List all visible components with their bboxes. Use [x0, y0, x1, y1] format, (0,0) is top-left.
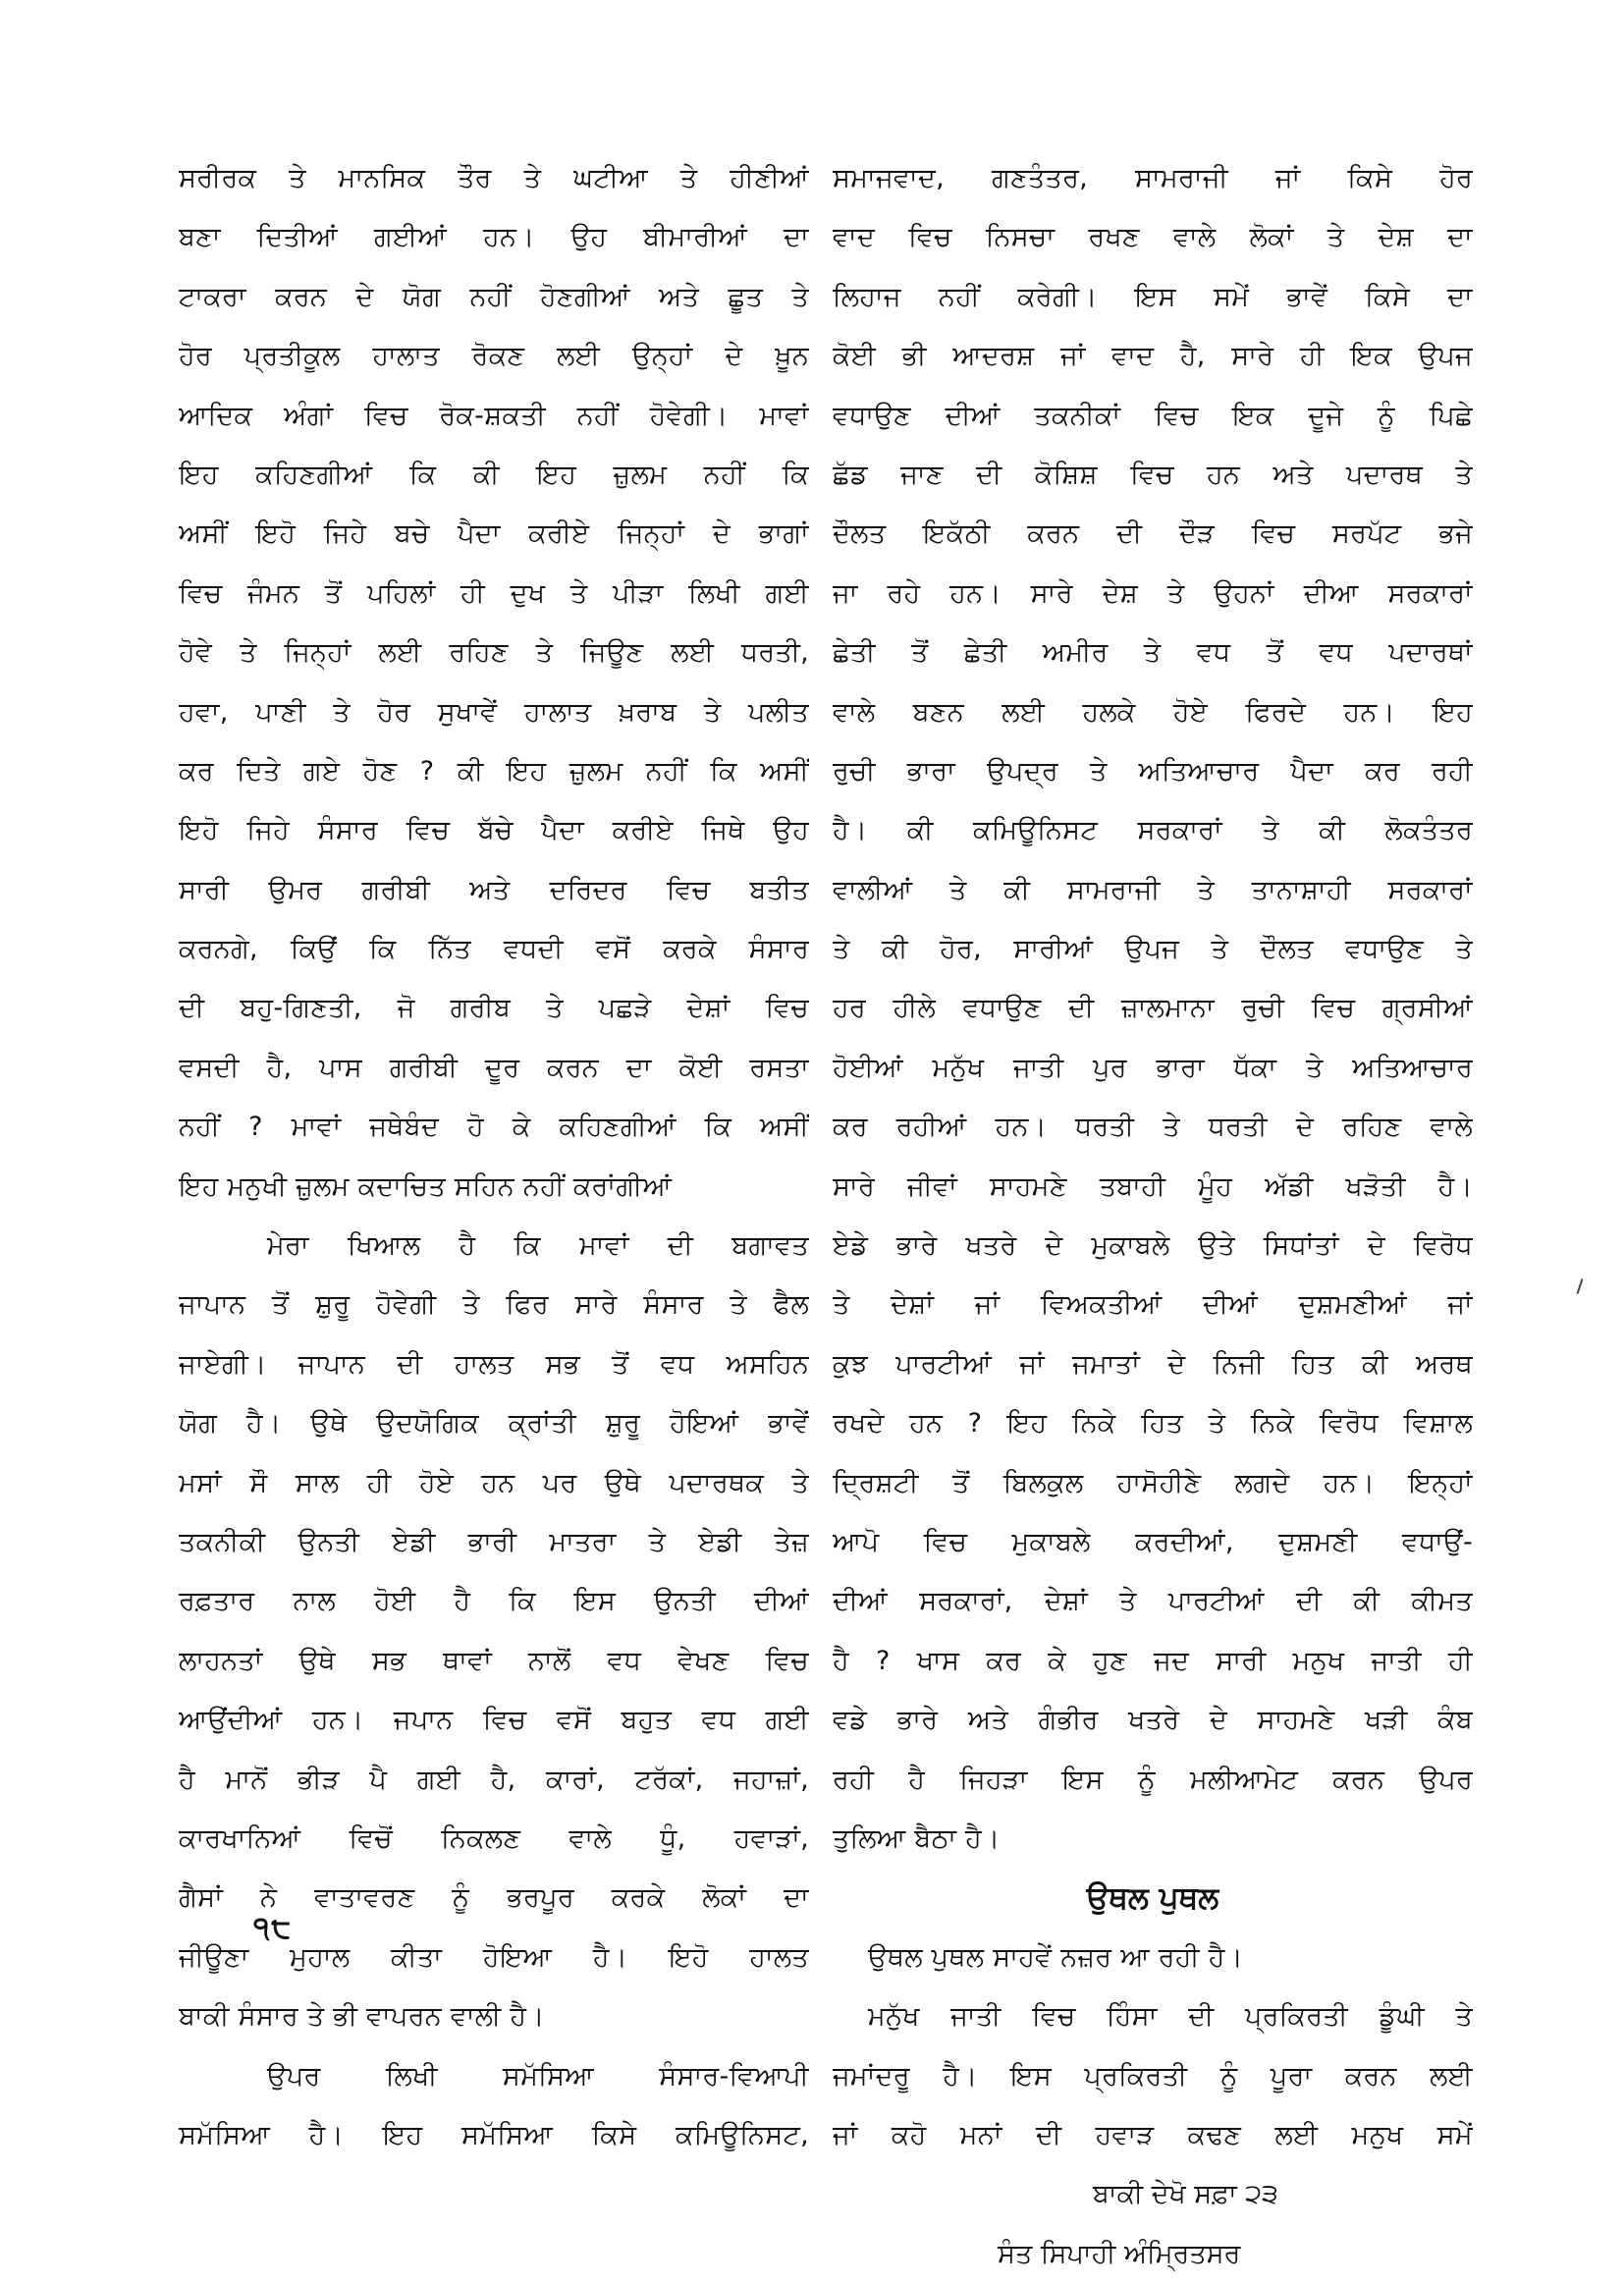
text-line: ਕੁਝ ਪਾਰਟੀਆਂ ਜਾਂ ਜਮਾਤਾਂ ਦੇ ਨਿਜੀ ਹਿਤ ਕੀ ਅਰਥ	[833, 1348, 1473, 1380]
text-line: ਕਰਨਗੇ, ਕਿਉਂ ਕਿ ਨਿੱਤ ਵਧਦੀ ਵਸੋਂ ਕਰਕੇ ਸੰਸਾਰ	[179, 934, 809, 965]
text-line: ਸਮੱਸਿਆ ਹੈ। ਇਹ ਸਮੱਸਿਆ ਕਿਸੇ ਕਮਿਊਨਿਸਟ,	[179, 2119, 809, 2150]
text-line: ਜਾਏਗੀ। ਜਾਪਾਨ ਦੀ ਹਾਲਤ ਸਭ ਤੋਂ ਵਧ ਅਸਹਿਨ	[179, 1348, 809, 1380]
page-number: ੧੮	[253, 1911, 294, 1945]
text-line: ਵਡੇ ਭਾਰੇ ਅਤੇ ਗੰਭੀਰ ਖਤਰੇ ਦੇ ਸਾਹਮਣੇ ਖੜੀ ਕੰਬ	[833, 1705, 1473, 1736]
text-line: ਆਪੋ ਵਿਚ ਮੁਕਾਬਲੇ ਕਰਦੀਆਂ, ਦੁਸ਼ਮਣੀ ਵਧਾਉਂ-	[833, 1526, 1473, 1557]
text-line: ਲਾਹਨਤਾਂ ਉਥੇ ਸਭ ਥਾਵਾਂ ਨਾਲੋਂ ਵਧ ਵੇਖਣ ਵਿਚ	[179, 1645, 809, 1676]
text-line: ਆਦਿਕ ਅੰਗਾਂ ਵਿਚ ਰੋਕ-ਸ਼ਕਤੀ ਨਹੀਂ ਹੋਵੇਗੀ। ਮਾਵਾਂ	[179, 400, 809, 431]
text-line: ਕਰ ਰਹੀਆਂ ਹਨ। ਧਰਤੀ ਤੇ ਧਰਤੀ ਦੇ ਰਹਿਣ ਵਾਲੇ	[833, 1112, 1473, 1143]
text-line: ਸਾਰੀ ਉਮਰ ਗਰੀਬੀ ਅਤੇ ਦਰਿਦਰ ਵਿਚ ਬਤੀਤ	[179, 874, 809, 905]
text-line: ਹੋਰ ਪ੍ਰਤੀਕੂਲ ਹਾਲਾਤ ਰੋਕਣ ਲਈ ਉਨ੍ਹਾਂ ਦੇ ਖ਼ੂਨ	[179, 341, 809, 372]
text-line: ਵਾਲੇ ਬਣਨ ਲਈ ਹਲਕੇ ਹੋਏ ਫਿਰਦੇ ਹਨ। ਇਹ	[833, 696, 1473, 728]
text-line: ਹੈ ? ਖਾਸ ਕਰ ਕੇ ਹੁਣ ਜਦ ਸਾਰੀ ਮਨੁਖ ਜਾਤੀ ਹੀ	[833, 1645, 1473, 1676]
text-line: ਛੱਡ ਜਾਣ ਦੀ ਕੋਸ਼ਿਸ਼ ਵਿਚ ਹਨ ਅਤੇ ਪਦਾਰਥ ਤੇ	[833, 459, 1473, 490]
text-line: ਤਕਨੀਕੀ ਉਨਤੀ ਏਡੀ ਭਾਰੀ ਮਾਤਰਾ ਤੇ ਏਡੀ ਤੇਜ਼	[179, 1526, 809, 1557]
text-line: ਦੀਆਂ ਸਰਕਾਰਾਂ, ਦੇਸ਼ਾਂ ਤੇ ਪਾਰਟੀਆਂ ਦੀ ਕੀ ਕੀਮਤ	[833, 1586, 1473, 1617]
text-line: ਹੋਈਆਂ ਮਨੁੱਖ ਜਾਤੀ ਪੁਰ ਭਾਰਾ ਧੱਕਾ ਤੇ ਅਤਿਆਚਾਰ	[833, 1052, 1473, 1083]
paragraph-start-line: ਮੇਰਾ ਖਿਆਲ ਹੈ ਕਿ ਮਾਵਾਂ ਦੀ ਬਗਾਵਤ	[267, 1230, 809, 1262]
text-line: ਕਰ ਦਿਤੇ ਗਏ ਹੋਣ ? ਕੀ ਇਹ ਜ਼ੁਲਮ ਨਹੀਂ ਕਿ ਅਸੀਂ	[179, 755, 809, 787]
continuation-note: ਬਾਕੀ ਦੇਖੋ ਸਫ਼ਾ ੨੩	[1093, 2179, 1278, 2210]
text-line: ਹੈ। ਕੀ ਕਮਿਊਨਿਸਟ ਸਰਕਾਰਾਂ ਤੇ ਕੀ ਲੋਕਤੰਤਰ	[833, 815, 1473, 846]
text-line: ਇਹ ਕਹਿਣਗੀਆਂ ਕਿ ਕੀ ਇਹ ਜ਼ੁਲਮ ਨਹੀਂ ਕਿ	[179, 459, 809, 490]
text-line: ਟਾਕਰਾ ਕਰਨ ਦੇ ਯੋਗ ਨਹੀਂ ਹੋਣਗੀਆਂ ਅਤੇ ਛੂਤ ਤੇ	[179, 281, 809, 312]
right-column	[833, 149, 1473, 2284]
text-line: ਹਰ ਹੀਲੇ ਵਧਾਉਣ ਦੀ ਜ਼ਾਲਮਾਨਾ ਰੁਚੀ ਵਿਚ ਗ੍ਰਸੀਆਂ	[833, 993, 1473, 1024]
text-line: ਇਹੋ ਜਿਹੇ ਸੰਸਾਰ ਵਿਚ ਬੱਚੇ ਪੈਦਾ ਕਰੀਏ ਜਿਥੇ ਉਹ	[179, 815, 809, 846]
text-line: ਬਣਾ ਦਿਤੀਆਂ ਗਈਆਂ ਹਨ। ਉਹ ਬੀਮਾਰੀਆਂ ਦਾ	[179, 222, 809, 253]
text-line: ਦ੍ਰਿਸ਼ਟੀ ਤੋਂ ਬਿਲਕੁਲ ਹਾਸੋਹੀਣੇ ਲਗਦੇ ਹਨ। ਇਨ੍ਹਾਂ	[833, 1467, 1473, 1498]
text-line: ਹੋਵੇ ਤੇ ਜਿਨ੍ਹਾਂ ਲਈ ਰਹਿਣ ਤੇ ਜਿਊਣ ਲਈ ਧਰਤੀ,	[179, 637, 809, 669]
publication-credit: ਸੰਤ ਸਿਪਾਹੀ ਅੰਮ੍ਰਿਤਸਰ	[998, 2238, 1241, 2269]
text-line: ਰਖਦੇ ਹਨ ? ਇਹ ਨਿਕੇ ਹਿਤ ਤੇ ਨਿਕੇ ਵਿਰੋਧ ਵਿਸ਼ਾਲ	[833, 1408, 1473, 1440]
text-line: ਜੀਊਣਾ ਮੁਹਾਲ ਕੀਤਾ ਹੋਇਆ ਹੈ। ਇਹੋ ਹਾਲਤ	[179, 1941, 809, 1973]
text-line: ਰਫ਼ਤਾਰ ਨਾਲ ਹੋਈ ਹੈ ਕਿ ਇਸ ਉਨਤੀ ਦੀਆਂ	[179, 1586, 809, 1617]
text-line: ਵਸਦੀ ਹੈ, ਪਾਸ ਗਰੀਬੀ ਦੂਰ ਕਰਨ ਦਾ ਕੋਈ ਰਸਤਾ	[179, 1052, 809, 1083]
text-line: ਵਾਦ ਵਿਚ ਨਿਸਚਾ ਰਖਣ ਵਾਲੇ ਲੋਕਾਂ ਤੇ ਦੇਸ਼ ਦਾ	[833, 222, 1473, 253]
text-line: ਤੇ ਦੇਸ਼ਾਂ ਜਾਂ ਵਿਅਕਤੀਆਂ ਦੀਆਂ ਦੁਸ਼ਮਣੀਆਂ ਜਾਂ	[833, 1289, 1473, 1321]
text-line: ਏਡੇ ਭਾਰੇ ਖਤਰੇ ਦੇ ਮੁਕਾਬਲੇ ਉਤੇ ਸਿਧਾਂਤਾਂ ਦੇ ਵਿਰੋਧ	[833, 1230, 1473, 1262]
text-line: ਕੋਈ ਭੀ ਆਦਰਸ਼ ਜਾਂ ਵਾਦ ਹੈ, ਸਾਰੇ ਹੀ ਇਕ ਉਪਜ	[833, 341, 1473, 372]
text-line: ਇਹ ਮਨੁਖੀ ਜ਼ੁਲਮ ਕਦਾਚਿਤ ਸਹਿਨ ਨਹੀਂ ਕਰਾਂਗੀਆਂ	[179, 1170, 673, 1202]
paragraph-start-line: ਉਥਲ ਪੁਥਲ ਸਾਹਵੇਂ ਨਜ਼ਰ ਆ ਰਹੀ ਹੈ।	[868, 1941, 1244, 1973]
text-line: ਲਿਹਾਜ ਨਹੀਂ ਕਰੇਗੀ। ਇਸ ਸਮੇਂ ਭਾਵੇਂ ਕਿਸੇ ਦਾ	[833, 281, 1473, 312]
text-line: ਜਾ ਰਹੇ ਹਨ। ਸਾਰੇ ਦੇਸ਼ ਤੇ ਉਹਨਾਂ ਦੀਆ ਸਰਕਾਰਾਂ	[833, 577, 1473, 609]
text-line: ਰੁਚੀ ਭਾਰਾ ਉਪਦ੍ਰ ਤੇ ਅਤਿਆਚਾਰ ਪੈਦਾ ਕਰ ਰਹੀ	[833, 755, 1473, 787]
paragraph-start-line: ਉਪਰ ਲਿਖੀ ਸਮੱਸਿਆ ਸੰਸਾਰ-ਵਿਆਪੀ	[267, 2060, 809, 2092]
text-line: ਯੋਗ ਹੈ। ਉਥੇ ਉਦਯੋਗਿਕ ਕ੍ਰਾਂਤੀ ਸ਼ੁਰੂ ਹੋਇਆਂ ਭਾਵੇਂ	[179, 1408, 809, 1440]
text-line: ਤੇ ਕੀ ਹੋਰ, ਸਾਰੀਆਂ ਉਪਜ ਤੇ ਦੌਲਤ ਵਧਾਉਣ ਤੇ	[833, 934, 1473, 965]
text-line: ਕਾਰਖਾਨਿਆਂ ਵਿਚੋਂ ਨਿਕਲਣ ਵਾਲੇ ਧੂੰ, ਹਵਾੜਾਂ,	[179, 1822, 809, 1854]
section-heading: ਉਥਲ ਪੁਥਲ	[1086, 1880, 1219, 1917]
text-line: ਦੌਲਤ ਇਕੱਠੀ ਕਰਨ ਦੀ ਦੌੜ ਵਿਚ ਸਰਪੱਟ ਭਜੇ	[833, 518, 1473, 550]
text-line: ਵਾਲੀਆਂ ਤੇ ਕੀ ਸਾਮਰਾਜੀ ਤੇ ਤਾਨਾਸ਼ਾਹੀ ਸਰਕਾਰਾਂ	[833, 874, 1473, 905]
text-line: ਹਵਾ, ਪਾਣੀ ਤੇ ਹੋਰ ਸੁਖਾਵੇਂ ਹਾਲਾਤ ਖ਼ਰਾਬ ਤੇ ਪਲੀਤ	[179, 696, 809, 728]
text-line: ਰਹੀ ਹੈ ਜਿਹੜਾ ਇਸ ਨੂੰ ਮਲੀਆਮੇਟ ਕਰਨ ਉਪਰ	[833, 1764, 1473, 1795]
text-line: ਸਰੀਰਕ ਤੇ ਮਾਨਸਿਕ ਤੌਰ ਤੇ ਘਟੀਆ ਤੇ ਹੀਣੀਆਂ	[179, 163, 809, 193]
paragraph-start-line: ਮਨੁੱਖ ਜਾਤੀ ਵਿਚ ਹਿੰਸਾ ਦੀ ਪ੍ਰਕਿਰਤੀ ਡੂੰਘੀ ਤੇ	[868, 2001, 1473, 2033]
text-line: ਆਉਂਦੀਆਂ ਹਨ। ਜਪਾਨ ਵਿਚ ਵਸੋਂ ਬਹੁਤ ਵਧ ਗਈ	[179, 1705, 809, 1736]
text-line: ਜਾਪਾਨ ਤੋਂ ਸ਼ੁਰੂ ਹੋਵੇਗੀ ਤੇ ਫਿਰ ਸਾਰੇ ਸੰਸਾਰ ਤੇ ਫੈਲ	[179, 1289, 809, 1321]
text-line: ਵਿਚ ਜੰਮਨ ਤੋਂ ਪਹਿਲਾਂ ਹੀ ਦੁਖ ਤੇ ਪੀੜਾ ਲਿਖੀ ਗਈ	[179, 577, 809, 609]
text-line: ਬਾਕੀ ਸੰਸਾਰ ਤੇ ਭੀ ਵਾਪਰਨ ਵਾਲੀ ਹੈ।	[179, 2001, 545, 2033]
text-line: ਦੀ ਬਹੁ-ਗਿਣਤੀ, ਜੋ ਗਰੀਬ ਤੇ ਪਛੜੇ ਦੇਸ਼ਾਂ ਵਿਚ	[179, 993, 809, 1024]
text-line: ਵਧਾਉਣ ਦੀਆਂ ਤਕਨੀਕਾਂ ਵਿਚ ਇਕ ਦੂਜੇ ਨੂੰ ਪਿਛੇ	[833, 400, 1473, 431]
text-line: ਨਹੀਂ ? ਮਾਵਾਂ ਜਥੇਬੰਦ ਹੋ ਕੇ ਕਹਿਣਗੀਆਂ ਕਿ ਅਸੀਂ	[179, 1112, 809, 1143]
text-line: ਜਮਾਂਦਰੂ ਹੈ। ਇਸ ਪ੍ਰਕਿਰਤੀ ਨੂੰ ਪੂਰਾ ਕਰਨ ਲਈ	[833, 2060, 1473, 2092]
text-line: ਮਸਾਂ ਸੌ ਸਾਲ ਹੀ ਹੋਏ ਹਨ ਪਰ ਉਥੇ ਪਦਾਰਥਕ ਤੇ	[179, 1467, 809, 1498]
text-line: ਛੇਤੀ ਤੋਂ ਛੇਤੀ ਅਮੀਰ ਤੇ ਵਧ ਤੋਂ ਵਧ ਪਦਾਰਥਾਂ	[833, 637, 1473, 669]
left-column	[179, 149, 809, 2165]
text-line: ਹੈ ਮਾਨੋਂ ਭੀੜ ਪੈ ਗਈ ਹੈ, ਕਾਰਾਂ, ਟਰੱਕਾਂ, ਜਹਾਜ਼ਾਂ,	[179, 1764, 809, 1795]
text-line: ਤੁਲਿਆ ਬੈਠਾ ਹੈ।	[833, 1822, 1001, 1854]
text-line: ਜਾਂ ਕਹੋ ਮਨਾਂ ਦੀ ਹਵਾੜ ਕਢਣ ਲਈ ਮਨੁਖ ਸਮੇਂ	[833, 2119, 1473, 2150]
text-line: ਸਮਾਜਵਾਦ, ਗਣਤੰਤਰ, ਸਾਮਰਾਜੀ ਜਾਂ ਕਿਸੇ ਹੋਰ	[833, 163, 1473, 193]
text-line: ਅਸੀਂ ਇਹੋ ਜਿਹੇ ਬਚੇ ਪੈਦਾ ਕਰੀਏ ਜਿਨ੍ਹਾਂ ਦੇ ਭਾਗਾਂ	[179, 518, 809, 550]
text-line: ਸਾਰੇ ਜੀਵਾਂ ਸਾਹਮਣੇ ਤਬਾਹੀ ਮੂੰਹ ਅੱਡੀ ਖੜੋਤੀ ਹੈ।	[833, 1170, 1473, 1202]
text-line: ਗੈਸਾਂ ਨੇ ਵਾਤਾਵਰਣ ਨੂੰ ਭਰਪੂਰ ਕਰਕੇ ਲੋਕਾਂ ਦਾ	[179, 1882, 809, 1914]
print-speck	[1577, 1278, 1584, 1294]
